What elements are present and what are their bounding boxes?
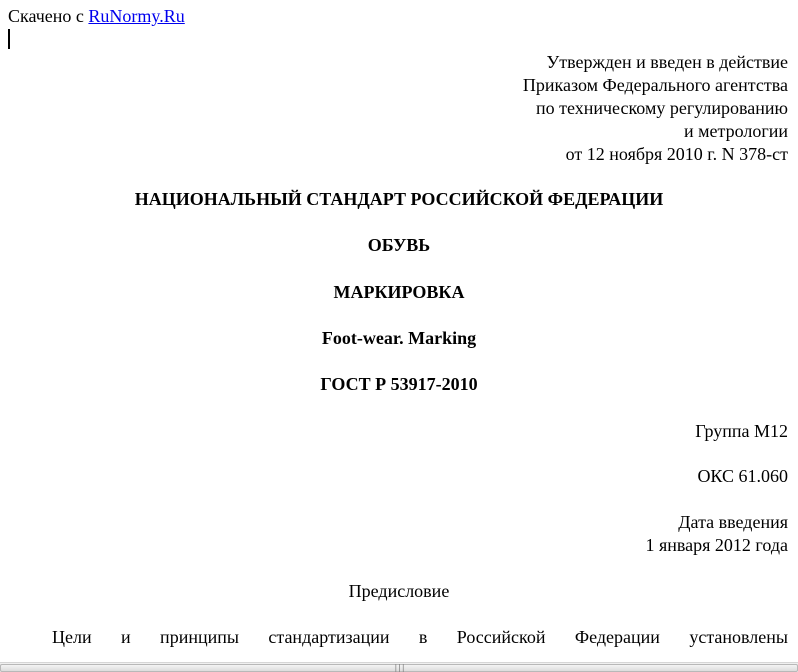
standard-title: НАЦИОНАЛЬНЫЙ СТАНДАРТ РОССИЙСКОЙ ФЕДЕРАЦИИ (134, 189, 664, 209)
grip-icon: ||| (394, 663, 406, 672)
group-label: Группа М12 (695, 421, 788, 441)
topic-title: МАРКИРОВКА (333, 282, 465, 302)
approval-line: Приказом Федерального агентства (522, 75, 788, 95)
source-link[interactable]: RuNormy.Ru (88, 6, 185, 26)
english-title: Foot-wear. Marking (321, 328, 477, 348)
approval-line: по техническому регулированию (535, 98, 788, 118)
foreword-paragraph (8, 626, 788, 649)
effective-date-value: 1 января 2012 года (645, 535, 788, 555)
subject-title: ОБУВЬ (367, 235, 431, 255)
effective-date-label: Дата введения (678, 512, 788, 532)
source-prefix: Скачено с (8, 6, 89, 26)
source-line (8, 6, 185, 26)
text-cursor (8, 29, 10, 49)
approval-line: и метрологии (684, 121, 788, 141)
approval-line: Утвержден и введен в действие (546, 52, 788, 72)
standard-code: ГОСТ Р 53917-2010 (320, 374, 478, 394)
oks-label: ОКС 61.060 (697, 466, 788, 486)
scrollbar-thumb[interactable] (0, 664, 798, 672)
approval-block (523, 51, 788, 166)
horizontal-scrollbar[interactable] (0, 662, 798, 672)
approval-line: от 12 ноября 2010 г. N 378-ст (565, 144, 788, 164)
foreword-heading: Предисловие (348, 581, 450, 601)
foreword-first-line: Цели и принципы стандартизации в Российской Федерации установлены (52, 627, 788, 647)
